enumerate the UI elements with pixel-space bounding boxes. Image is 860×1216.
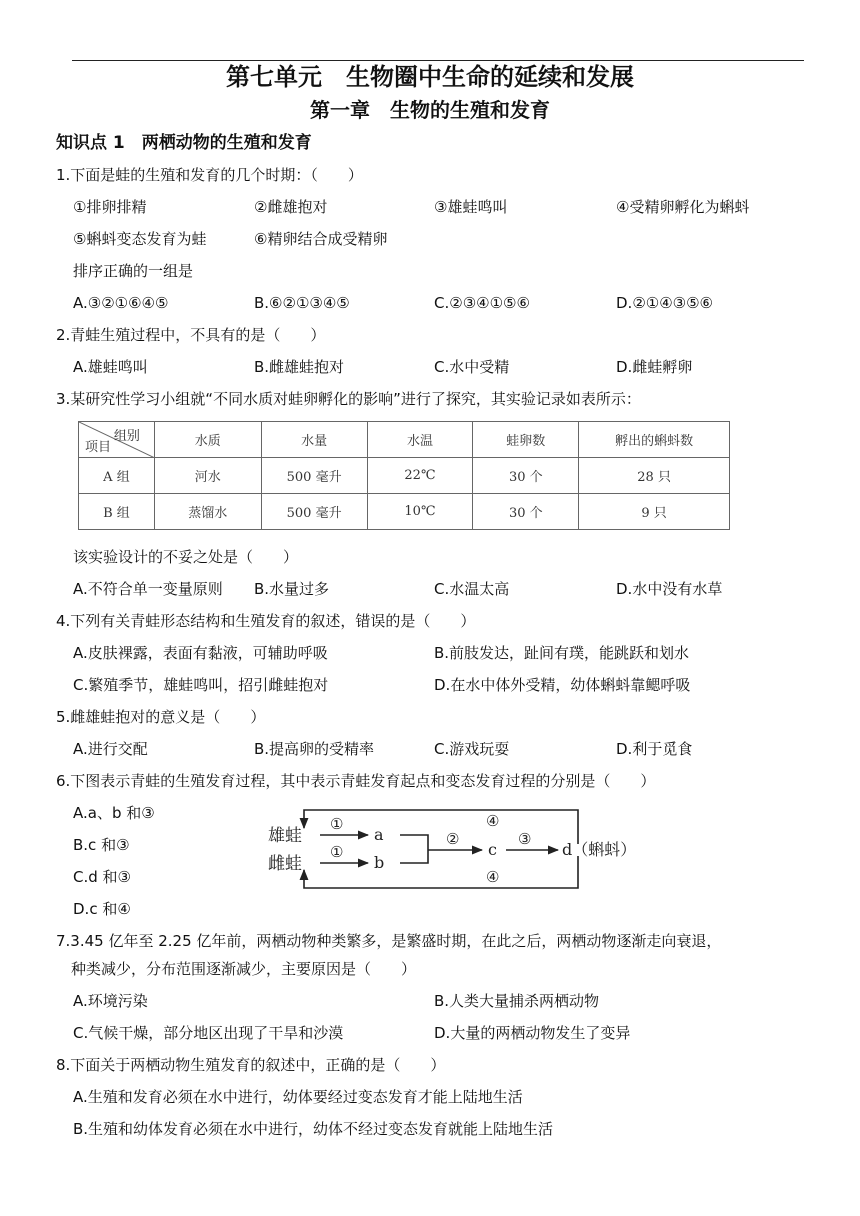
question-8-stem: 8.下面关于两栖动物生殖发育的叙述中，正确的是（ ） bbox=[56, 1056, 446, 1074]
q3-prompt: 该实验设计的不妥之处是（ ） bbox=[73, 548, 299, 566]
female-frog-label: 雌蛙 bbox=[268, 854, 302, 874]
q2-option-c: C.水中受精 bbox=[434, 358, 510, 376]
table-cell: 10℃ bbox=[367, 494, 473, 530]
table-header-row bbox=[79, 422, 730, 458]
q8-option-b: B.生殖和幼体发育必须在水中进行，幼体不经过变态发育就能上陆地生活 bbox=[73, 1120, 554, 1138]
table-header-cell: 水量 bbox=[261, 422, 367, 458]
section-heading: 知识点 1 两栖动物的生殖和发育 bbox=[56, 133, 312, 153]
q5-option-c: C.游戏玩耍 bbox=[434, 740, 510, 758]
step-1-label: ① bbox=[330, 815, 344, 833]
q3-option-c: C.水温太高 bbox=[434, 580, 510, 598]
q5-option-b: B.提高卵的受精率 bbox=[254, 740, 375, 758]
table-cell: B 组 bbox=[79, 494, 155, 530]
q2-option-a: A.雄蛙鸣叫 bbox=[73, 358, 148, 376]
frog-life-cycle-diagram bbox=[262, 802, 662, 894]
q1-prompt: 排序正确的一组是 bbox=[73, 262, 194, 280]
node-d-tadpole: d（蝌蚪） bbox=[562, 840, 637, 859]
q7-option-d: D.大量的两栖动物发生了变异 bbox=[434, 1024, 631, 1042]
q6-option-b: B.c 和③ bbox=[73, 836, 130, 854]
q6-option-d: D.c 和④ bbox=[73, 900, 131, 918]
table-header-cell: 水质 bbox=[154, 422, 261, 458]
table-cell: 22℃ bbox=[367, 458, 473, 494]
q7-option-a: A.环境污染 bbox=[73, 992, 148, 1010]
step-1-label: ① bbox=[330, 843, 344, 861]
q4-option-b: B.前肢发达，趾间有璞，能跳跃和划水 bbox=[434, 644, 690, 662]
experiment-table bbox=[78, 421, 730, 530]
q1-option-d: D.②①④③⑤⑥ bbox=[616, 294, 714, 312]
q4-option-c: C.繁殖季节，雄蛙鸣叫，招引雌蛙抱对 bbox=[73, 676, 329, 694]
q1-item: ③雄蛙鸣叫 bbox=[434, 198, 508, 216]
node-c: c bbox=[488, 840, 497, 859]
q1-item: ④受精卵孵化为蝌蚪 bbox=[616, 198, 750, 216]
q4-option-a: A.皮肤裸露，表面有黏液，可辅助呼吸 bbox=[73, 644, 328, 662]
q1-option-a: A.③②①⑥④⑤ bbox=[73, 294, 169, 312]
step-4-label: ④ bbox=[486, 812, 500, 830]
q1-item: ⑤蝌蚪变态发育为蛙 bbox=[73, 230, 207, 248]
table-row bbox=[79, 458, 730, 494]
q5-option-d: D.利于觅食 bbox=[616, 740, 693, 758]
table-header-cell: 孵出的蝌蚪数 bbox=[579, 422, 730, 458]
question-4-stem: 4.下列有关青蛙形态结构和生殖发育的叙述，错误的是（ ） bbox=[56, 612, 476, 630]
q1-option-b: B.⑥②①③④⑤ bbox=[254, 294, 350, 312]
step-2-label: ② bbox=[446, 830, 460, 848]
q1-item: ①排卵排精 bbox=[73, 198, 147, 216]
question-3-stem: 3.某研究性学习小组就“不同水质对蛙卵孵化的影响”进行了探究，其实验记录如表所示： bbox=[56, 390, 641, 408]
q6-option-c: C.d 和③ bbox=[73, 868, 131, 886]
merge-bracket bbox=[400, 835, 428, 863]
q1-item: ②雌雄抱对 bbox=[254, 198, 328, 216]
step-4-label: ④ bbox=[486, 868, 500, 886]
q3-option-b: B.水量过多 bbox=[254, 580, 330, 598]
table-cell: 9 只 bbox=[579, 494, 730, 530]
q2-option-b: B.雌雄蛙抱对 bbox=[254, 358, 345, 376]
question-7-stem-cont: 种类减少，分布范围逐渐减少，主要原因是（ ） bbox=[71, 960, 417, 978]
table-corner-cell bbox=[79, 422, 155, 458]
question-7-stem: 7.3.45 亿年至 2.25 亿年前，两栖动物种类繁多，是繁盛时期，在此之后，两栖动物逐渐走向衰退， bbox=[56, 932, 722, 950]
table-cell: A 组 bbox=[79, 458, 155, 494]
q7-option-b: B.人类大量捕杀两栖动物 bbox=[434, 992, 600, 1010]
q4-option-d: D.在水中体外受精，幼体蝌蚪靠鳃呼吸 bbox=[434, 676, 691, 694]
table-cell: 500 毫升 bbox=[261, 458, 367, 494]
question-5-stem: 5.雌雄蛙抱对的意义是（ ） bbox=[56, 708, 266, 726]
q3-option-a: A.不符合单一变量原则 bbox=[73, 580, 223, 598]
bottom-return-arrow bbox=[304, 856, 578, 888]
table-row bbox=[79, 494, 730, 530]
table-cell: 30 个 bbox=[473, 458, 579, 494]
male-frog-label: 雄蛙 bbox=[268, 826, 302, 846]
q6-option-a: A.a、b 和③ bbox=[73, 804, 155, 822]
corner-label-group: 组别 bbox=[113, 429, 140, 444]
table-cell: 500 毫升 bbox=[261, 494, 367, 530]
q5-option-a: A.进行交配 bbox=[73, 740, 148, 758]
unit-title: 第七单元 生物圈中生命的延续和发展 bbox=[226, 62, 634, 91]
q1-option-c: C.②③④①⑤⑥ bbox=[434, 294, 530, 312]
top-return-arrow bbox=[304, 810, 578, 844]
q8-option-a: A.生殖和发育必须在水中进行，幼体要经过变态发育才能上陆地生活 bbox=[73, 1088, 523, 1106]
step-3-label: ③ bbox=[518, 830, 532, 848]
q2-option-d: D.雌蛙孵卵 bbox=[616, 358, 693, 376]
node-b: b bbox=[374, 853, 385, 872]
question-6-stem: 6.下图表示青蛙的生殖发育过程，其中表示青蛙发育起点和变态发育过程的分别是（ ） bbox=[56, 772, 656, 790]
table-header-cell: 蛙卵数 bbox=[473, 422, 579, 458]
node-a: a bbox=[374, 825, 384, 844]
table-cell: 28 只 bbox=[579, 458, 730, 494]
table-header-cell: 水温 bbox=[367, 422, 473, 458]
table-cell: 河水 bbox=[154, 458, 261, 494]
q1-item: ⑥精卵结合成受精卵 bbox=[254, 230, 388, 248]
q7-option-c: C.气候干燥，部分地区出现了干旱和沙漠 bbox=[73, 1024, 344, 1042]
corner-label-item: 项目 bbox=[85, 440, 112, 455]
chapter-title: 第一章 生物的生殖和发育 bbox=[310, 98, 550, 122]
q3-option-d: D.水中没有水草 bbox=[616, 580, 723, 598]
question-1-stem: 1.下面是蛙的生殖和发育的几个时期：（ ） bbox=[56, 166, 363, 184]
question-2-stem: 2.青蛙生殖过程中，不具有的是（ ） bbox=[56, 326, 326, 344]
table-cell: 30 个 bbox=[473, 494, 579, 530]
table-cell: 蒸馏水 bbox=[154, 494, 261, 530]
